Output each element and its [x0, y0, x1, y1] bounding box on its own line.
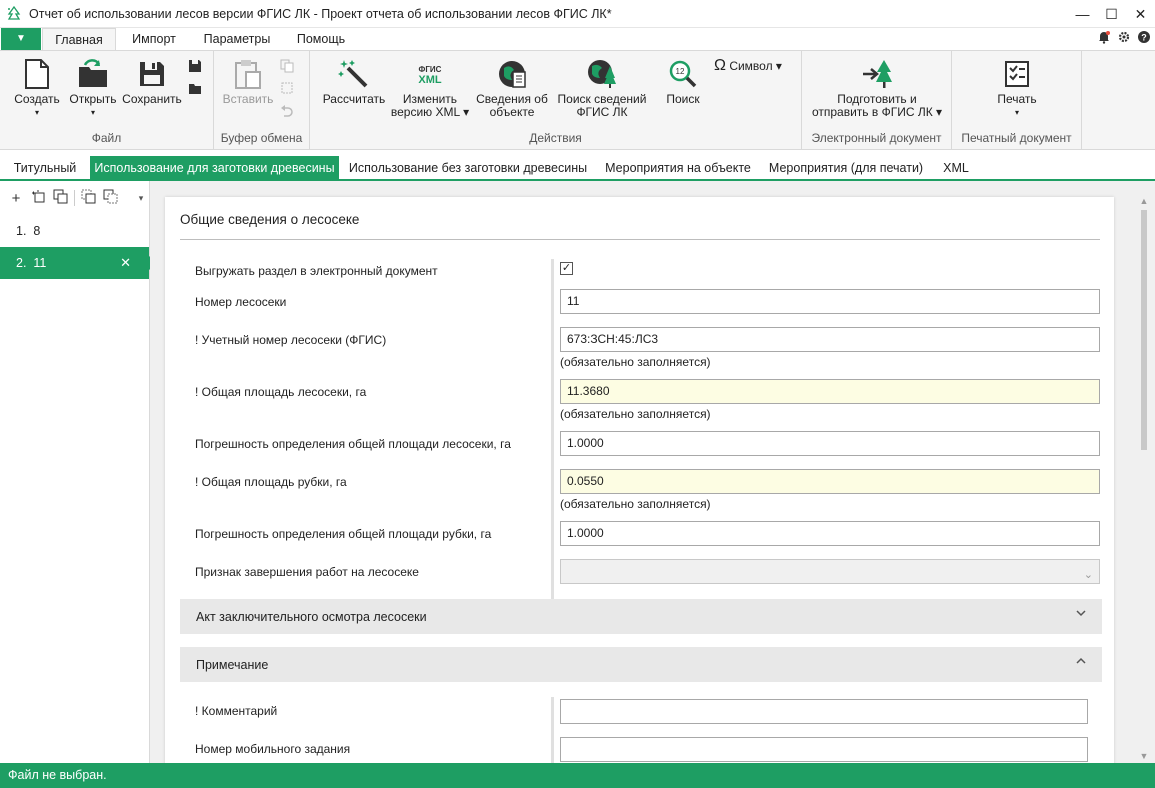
- main-content: [150, 181, 1155, 763]
- accordion-note[interactable]: Примечание: [180, 647, 1102, 682]
- floppy-disk-icon: [138, 60, 166, 91]
- list-item[interactable]: 1. 8: [16, 224, 41, 238]
- svg-text:12: 12: [675, 66, 685, 76]
- fgis-xml-icon: ФГИС XML: [418, 65, 442, 86]
- paste-item-icon[interactable]: [103, 189, 119, 208]
- save-all-icon[interactable]: [188, 81, 206, 97]
- delete-item-icon[interactable]: ✕: [120, 255, 131, 270]
- window-title: Отчет об использовании лесов версии ФГИС ЛК - Проект отчета об использовании лесов ФГИС ЛК*: [29, 6, 612, 21]
- section-title: Общие сведения о лесосеке: [180, 212, 360, 227]
- area-error-field[interactable]: 1.0000: [560, 431, 1100, 456]
- minimize-button[interactable]: —: [1075, 6, 1090, 22]
- column-divider: [551, 697, 554, 763]
- toolbar-more-icon[interactable]: ▾: [138, 192, 144, 203]
- notification-bell-icon[interactable]: [1097, 30, 1111, 47]
- scroll-up-icon[interactable]: ▲: [1139, 196, 1149, 206]
- left-panel-toolbar: [0, 181, 149, 215]
- plot-number-label: Номер лесосеки: [195, 295, 287, 309]
- calculate-button[interactable]: Рассчитать: [320, 57, 388, 106]
- scroll-down-icon[interactable]: ▼: [1139, 751, 1149, 761]
- status-bar: Файл не выбран.: [0, 763, 1155, 788]
- tab-help[interactable]: Помощь: [296, 32, 346, 46]
- area-error-label: Погрешность определения общей площади лесосеки, га: [195, 437, 511, 451]
- settings-gear-icon[interactable]: [1117, 30, 1131, 47]
- vertical-scrollbar[interactable]: [1139, 196, 1149, 761]
- cut-icon[interactable]: [280, 81, 298, 97]
- menu-bar: [0, 28, 1155, 50]
- title-bar: [0, 0, 1155, 28]
- clipboard-paste-icon: [234, 58, 262, 93]
- chevron-up-icon: [1076, 656, 1086, 668]
- account-number-label: ! Учетный номер лесосеки (ФГИС): [195, 333, 387, 347]
- cut-error-field[interactable]: 1.0000: [560, 521, 1100, 546]
- toolbar-divider: [74, 190, 75, 206]
- copy-icon[interactable]: [280, 59, 298, 75]
- svg-text:?: ?: [1141, 32, 1147, 43]
- group-label-file: Файл: [91, 131, 122, 145]
- paste-button[interactable]: Вставить: [220, 57, 276, 106]
- close-window-button[interactable]: ✕: [1134, 6, 1147, 22]
- comment-label: ! Комментарий: [195, 704, 278, 718]
- duplicate-icon[interactable]: [52, 189, 68, 208]
- send-tree-icon: [861, 58, 893, 93]
- print-button[interactable]: Печать ▾: [982, 57, 1052, 119]
- tab-timber-harvesting[interactable]: Использование для заготовки древесины: [90, 156, 339, 180]
- scroll-thumb[interactable]: [1141, 210, 1147, 450]
- file-menu-button[interactable]: ▼: [1, 28, 41, 50]
- completion-label: Признак завершения работ на лесосеке: [195, 565, 419, 579]
- tab-activities-print[interactable]: Мероприятия (для печати): [768, 161, 924, 175]
- required-note: (обязательно заполняется): [560, 497, 711, 511]
- list-item-selected[interactable]: 2. 11 ✕: [0, 247, 149, 279]
- export-label: Выгружать раздел в электронный документ: [195, 264, 438, 278]
- change-xml-version-button[interactable]: ФГИС XML Изменить версию XML ▾: [390, 57, 470, 119]
- form-card: [165, 197, 1114, 763]
- comment-field[interactable]: [560, 699, 1088, 724]
- account-number-field[interactable]: 673:ЗСН:45:ЛС3: [560, 327, 1100, 352]
- ribbon: [0, 50, 1155, 150]
- search-button[interactable]: 12 Поиск: [656, 57, 710, 106]
- required-note: (обязательно заполняется): [560, 407, 711, 421]
- symbol-button[interactable]: Ω Символ ▾: [714, 57, 782, 74]
- open-button[interactable]: Открыть ▾: [66, 57, 120, 119]
- export-checkbox[interactable]: ✓: [561, 262, 572, 274]
- add-copy-icon[interactable]: [30, 189, 46, 208]
- mobile-task-label: Номер мобильного задания: [195, 742, 351, 756]
- copy-item-icon[interactable]: [81, 189, 97, 208]
- omega-icon: Ω: [714, 57, 726, 74]
- tab-parameters[interactable]: Параметры: [203, 32, 271, 46]
- chevron-down-icon: ⌄: [1083, 569, 1093, 581]
- tab-xml[interactable]: XML: [943, 161, 969, 175]
- help-question-icon[interactable]: [1137, 30, 1151, 47]
- object-info-button[interactable]: Сведения об объекте: [474, 57, 550, 119]
- plot-number-field[interactable]: 11: [560, 289, 1100, 314]
- mobile-task-field[interactable]: [560, 737, 1088, 762]
- magnifier-icon: [668, 59, 698, 92]
- save-as-icon[interactable]: [188, 59, 206, 75]
- undo-icon[interactable]: [280, 103, 298, 119]
- app-logo-icon: [6, 6, 22, 22]
- save-button[interactable]: Сохранить: [120, 57, 184, 106]
- total-area-label: ! Общая площадь лесосеки, га: [195, 385, 367, 399]
- accordion-inspection[interactable]: Акт заключительного осмотра лесосеки: [180, 599, 1102, 634]
- ribbon-group-edoc: [802, 51, 952, 149]
- ribbon-group-file: [0, 51, 214, 149]
- group-label-actions: Действия: [529, 131, 582, 145]
- cut-area-field[interactable]: 0.0550: [560, 469, 1100, 494]
- required-note: (обязательно заполняется): [560, 355, 711, 369]
- open-folder-icon: [77, 59, 109, 92]
- ribbon-group-print: [952, 51, 1082, 149]
- left-panel: [0, 181, 150, 763]
- column-divider: [551, 259, 554, 599]
- completion-select[interactable]: [560, 559, 1100, 584]
- total-area-field[interactable]: 11.3680: [560, 379, 1100, 404]
- add-icon[interactable]: +: [11, 189, 21, 207]
- print-document-icon: [1004, 60, 1030, 91]
- tab-site-activities[interactable]: Мероприятия на объекте: [605, 161, 751, 175]
- new-document-icon: [24, 58, 50, 93]
- group-label-print: Печатный документ: [961, 131, 1072, 145]
- globe-tree-icon: [586, 58, 618, 93]
- cut-area-label: ! Общая площадь рубки, га: [195, 475, 347, 489]
- tab-title[interactable]: Титульный: [13, 161, 77, 175]
- document-tabs: [0, 156, 1155, 180]
- ribbon-group-actions: [310, 51, 802, 149]
- tab-glavnaya[interactable]: Главная: [42, 28, 116, 51]
- group-label-edoc: Электронный документ: [811, 131, 942, 145]
- ribbon-group-clipboard: [214, 51, 310, 149]
- magic-wand-icon: [338, 58, 370, 93]
- tab-no-harvesting[interactable]: Использование без заготовки древесины: [348, 161, 588, 175]
- globe-document-icon: [496, 58, 528, 93]
- tab-import[interactable]: Импорт: [132, 32, 176, 46]
- cut-error-label: Погрешность определения общей площади рубки, га: [195, 527, 492, 541]
- maximize-button[interactable]: ☐: [1105, 6, 1118, 22]
- prepare-send-button[interactable]: Подготовить и отправить в ФГИС ЛК ▾: [806, 57, 948, 119]
- chevron-down-icon: [1076, 608, 1086, 620]
- section-divider: [180, 239, 1100, 240]
- search-fgis-button[interactable]: Поиск сведений ФГИС ЛК: [554, 57, 650, 119]
- group-label-clipboard: Буфер обмена: [220, 131, 303, 145]
- create-button[interactable]: Создать ▾: [10, 57, 64, 119]
